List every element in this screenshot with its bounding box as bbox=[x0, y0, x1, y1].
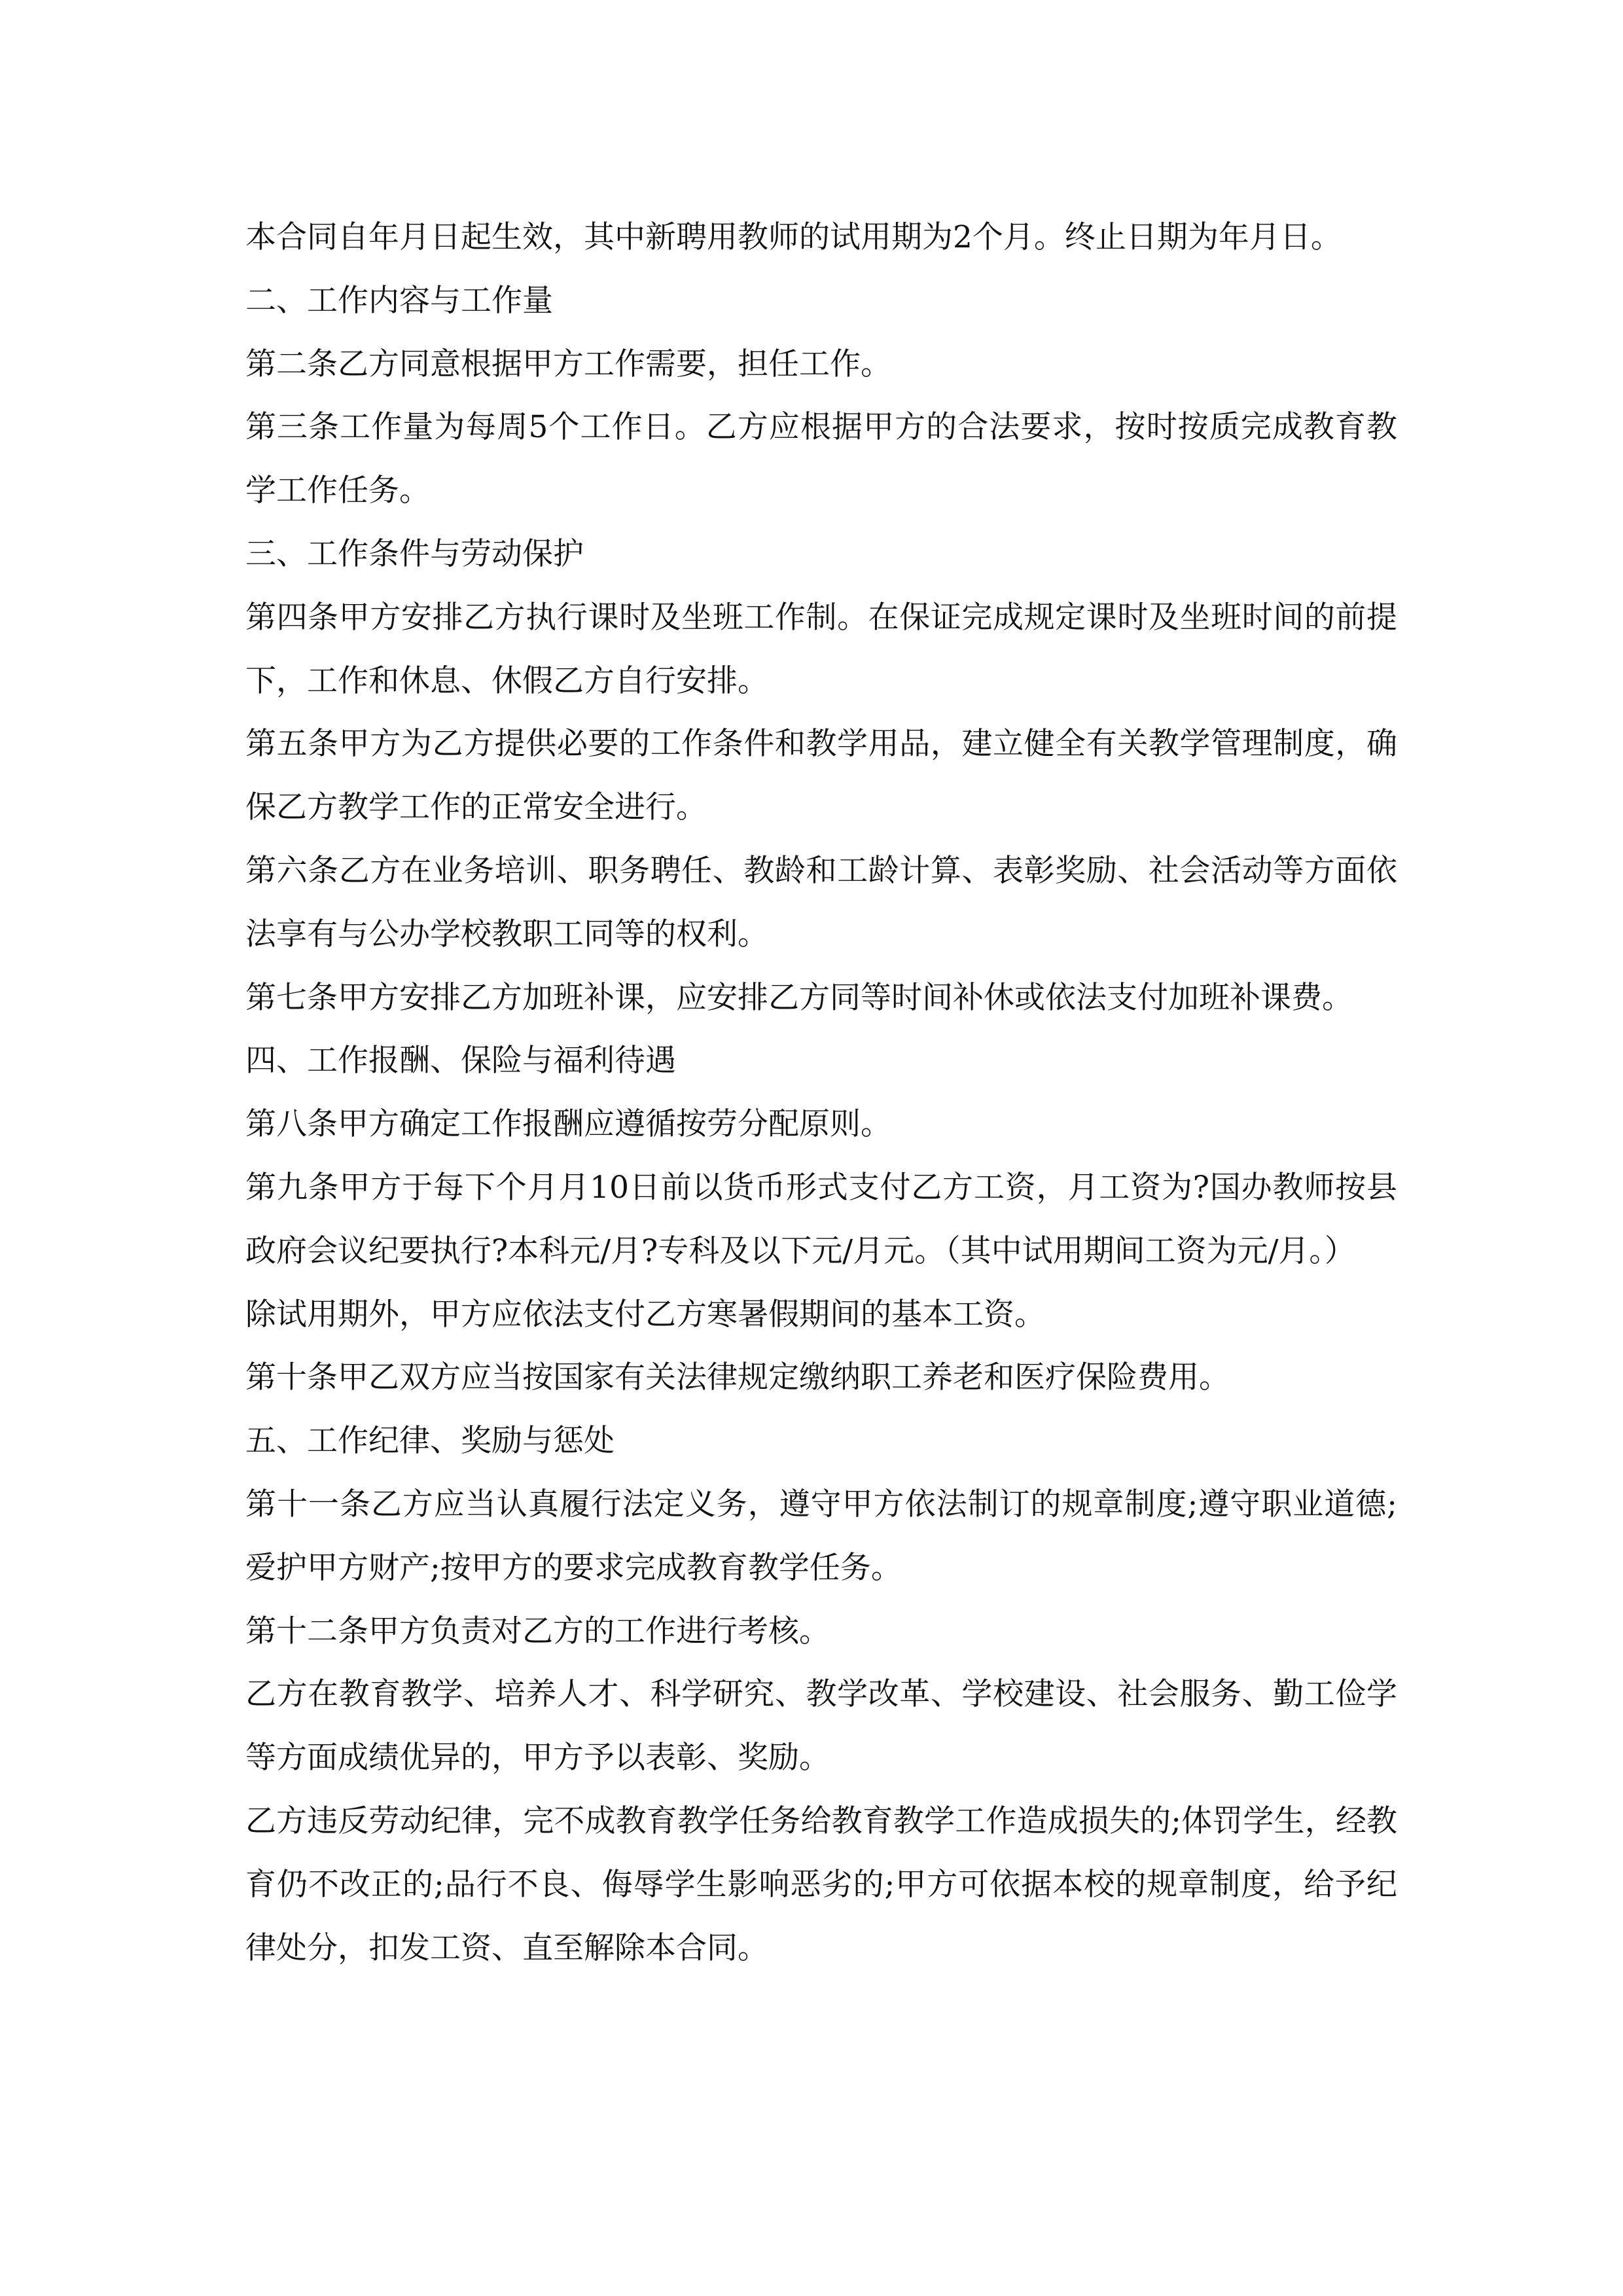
paragraph-article-2: 第二条乙方同意根据甲方工作需要，担任工作。 bbox=[245, 346, 891, 382]
paragraph-article-3: 第三条工作量为每周5个工作日。乙方应根据甲方的合法要求，按时按质完成教育教学工作任务。 bbox=[245, 409, 1397, 509]
paragraph-vacation-pay: 除试用期外，甲方应依法支付乙方寒暑假期间的基本工资。 bbox=[245, 1296, 1045, 1333]
document-body bbox=[245, 206, 1397, 1980]
paragraph-article-12: 第十二条甲方负责对乙方的工作进行考核。 bbox=[245, 1613, 830, 1649]
paragraph-article-4: 第四条甲方安排乙方执行课时及坐班工作制。在保证完成规定课时及坐班时间的前提下，工作和休息、休假乙方自行安排。 bbox=[245, 599, 1397, 699]
section-heading-remuneration: 四、工作报酬、保险与福利待遇 bbox=[245, 1043, 676, 1079]
paragraph-article-10: 第十条甲乙双方应当按国家有关法律规定缴纳职工养老和医疗保险费用。 bbox=[245, 1359, 1230, 1396]
paragraph-rewards: 乙方在教育教学、培养人才、科学研究、教学改革、学校建设、社会服务、勤工俭学等方面成绩优异的，甲方予以表彰、奖励。 bbox=[245, 1676, 1397, 1776]
paragraph-article-7: 第七条甲方安排乙方加班补课，应安排乙方同等时间补休或依法支付加班补课费。 bbox=[245, 979, 1353, 1016]
paragraph-article-9: 第九条甲方于每下个月月10日前以货币形式支付乙方工资，月工资为?国办教师按县政府会议纪要执行?本科元/月?专科及以下元/月元。（其中试用期间工资为元/月。） bbox=[245, 1169, 1397, 1269]
paragraph-article-5: 第五条甲方为乙方提供必要的工作条件和教学用品，建立健全有关教学管理制度，确保乙方教学工作的正常安全进行。 bbox=[245, 726, 1397, 826]
paragraph-article-8: 第八条甲方确定工作报酬应遵循按劳分配原则。 bbox=[245, 1106, 891, 1143]
section-heading-discipline: 五、工作纪律、奖励与惩处 bbox=[245, 1423, 615, 1460]
paragraph-effective-date: 本合同自年月日起生效，其中新聘用教师的试用期为2个月。终止日期为年月日。 bbox=[245, 219, 1342, 255]
paragraph-article-11: 第十一条乙方应当认真履行法定义务，遵守甲方依法制订的规章制度;遵守职业道德;爱护甲方财产;按甲方的要求完成教育教学任务。 bbox=[245, 1486, 1397, 1586]
paragraph-article-6: 第六条乙方在业务培训、职务聘任、教龄和工龄计算、表彰奖励、社会活动等方面依法享有与公办学校教职工同等的权利。 bbox=[245, 852, 1397, 952]
paragraph-penalties: 乙方违反劳动纪律，完不成教育教学任务给教育教学工作造成损失的;体罚学生，经教育仍不改正的;品行不良、侮辱学生影响恶劣的;甲方可依据本校的规章制度，给予纪律处分，扣发工资、直至解除本合同。 bbox=[245, 1803, 1397, 1966]
section-heading-work-conditions: 三、工作条件与劳动保护 bbox=[245, 535, 584, 572]
section-heading-work-content: 二、工作内容与工作量 bbox=[245, 282, 553, 319]
